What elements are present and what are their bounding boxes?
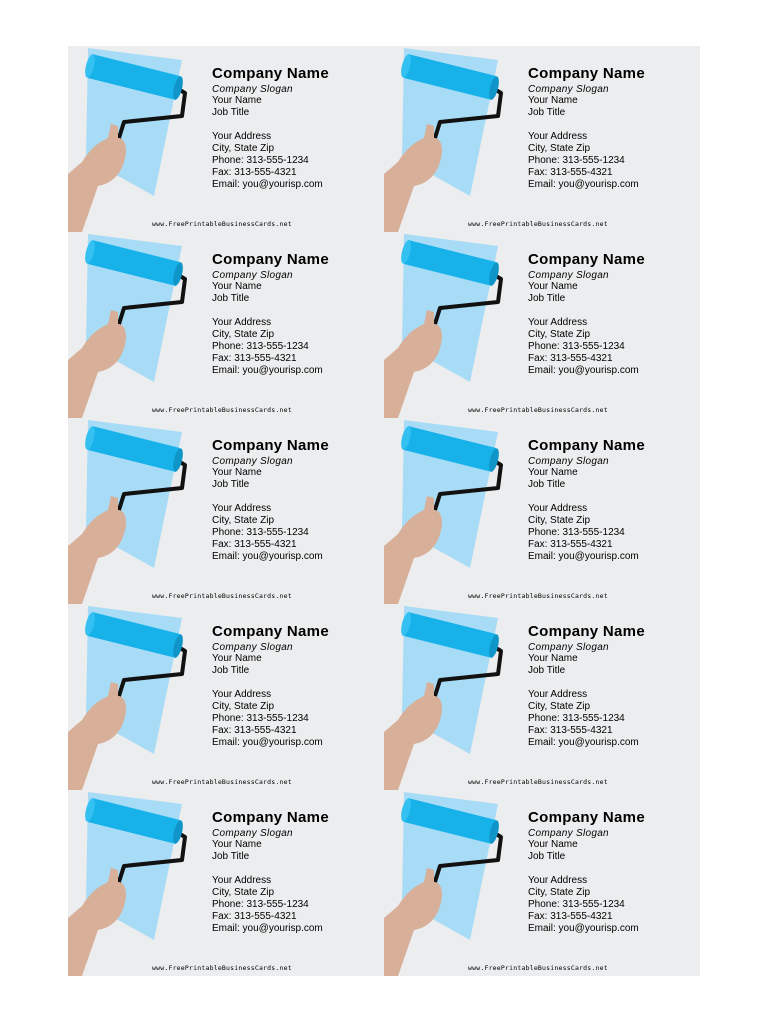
paint-roller-illustration <box>68 232 198 418</box>
city-state-zip: City, State Zip <box>528 887 591 898</box>
card-text-block <box>528 623 698 749</box>
person-name: Your Name <box>528 653 578 664</box>
company-slogan: Company Slogan <box>212 642 293 653</box>
card-text-block <box>528 437 698 563</box>
phone-number: Phone: 313-555-1234 <box>212 713 309 724</box>
paint-roller-illustration <box>68 790 198 976</box>
fax-number: Fax: 313-555-4321 <box>212 911 297 922</box>
fax-number: Fax: 313-555-4321 <box>528 911 613 922</box>
city-state-zip: City, State Zip <box>528 701 591 712</box>
person-name: Your Name <box>212 839 262 850</box>
company-slogan: Company Slogan <box>528 828 609 839</box>
email-address: Email: you@yourisp.com <box>212 179 323 190</box>
paint-roller-illustration <box>68 418 198 604</box>
business-card <box>384 418 700 604</box>
business-card <box>68 790 384 976</box>
job-title: Job Title <box>528 107 566 118</box>
company-name: Company Name <box>528 623 645 640</box>
company-slogan: Company Slogan <box>212 828 293 839</box>
fax-number: Fax: 313-555-4321 <box>528 725 613 736</box>
spacer <box>212 305 382 317</box>
company-name: Company Name <box>212 65 329 82</box>
business-card <box>384 790 700 976</box>
website-url: www.FreePrintableBusinessCards.net <box>152 592 292 600</box>
paint-roller-illustration <box>384 604 514 790</box>
company-slogan: Company Slogan <box>528 270 609 281</box>
website-url: www.FreePrintableBusinessCards.net <box>468 592 608 600</box>
card-text-block <box>212 809 382 935</box>
website-url: www.FreePrintableBusinessCards.net <box>468 964 608 972</box>
city-state-zip: City, State Zip <box>528 329 591 340</box>
city-state-zip: City, State Zip <box>528 143 591 154</box>
paint-roller-illustration <box>384 790 514 976</box>
job-title: Job Title <box>528 293 566 304</box>
job-title: Job Title <box>528 665 566 676</box>
email-address: Email: you@yourisp.com <box>528 365 639 376</box>
card-text-block <box>212 65 382 191</box>
email-address: Email: you@yourisp.com <box>528 551 639 562</box>
business-card <box>384 232 700 418</box>
address-line: Your Address <box>212 317 272 328</box>
job-title: Job Title <box>212 479 250 490</box>
person-name: Your Name <box>212 653 262 664</box>
city-state-zip: City, State Zip <box>212 329 275 340</box>
person-name: Your Name <box>212 281 262 292</box>
card-text-block <box>212 251 382 377</box>
company-slogan: Company Slogan <box>212 456 293 467</box>
job-title: Job Title <box>212 107 250 118</box>
paint-roller-illustration <box>384 232 514 418</box>
website-url: www.FreePrintableBusinessCards.net <box>468 220 608 228</box>
address-line: Your Address <box>212 689 272 700</box>
email-address: Email: you@yourisp.com <box>212 365 323 376</box>
business-card <box>384 604 700 790</box>
card-text-block <box>528 65 698 191</box>
company-name: Company Name <box>528 809 645 826</box>
address-line: Your Address <box>212 875 272 886</box>
city-state-zip: City, State Zip <box>528 515 591 526</box>
spacer <box>528 677 698 689</box>
person-name: Your Name <box>528 95 578 106</box>
card-text-block <box>212 437 382 563</box>
website-url: www.FreePrintableBusinessCards.net <box>468 406 608 414</box>
phone-number: Phone: 313-555-1234 <box>528 527 625 538</box>
spacer <box>528 305 698 317</box>
card-text-block <box>528 251 698 377</box>
spacer <box>528 863 698 875</box>
phone-number: Phone: 313-555-1234 <box>528 899 625 910</box>
phone-number: Phone: 313-555-1234 <box>528 713 625 724</box>
address-line: Your Address <box>528 131 588 142</box>
website-url: www.FreePrintableBusinessCards.net <box>152 220 292 228</box>
city-state-zip: City, State Zip <box>212 515 275 526</box>
fax-number: Fax: 313-555-4321 <box>528 539 613 550</box>
company-name: Company Name <box>212 809 329 826</box>
fax-number: Fax: 313-555-4321 <box>528 353 613 364</box>
spacer <box>528 491 698 503</box>
fax-number: Fax: 313-555-4321 <box>528 167 613 178</box>
company-slogan: Company Slogan <box>528 456 609 467</box>
card-text-block <box>212 623 382 749</box>
phone-number: Phone: 313-555-1234 <box>212 899 309 910</box>
address-line: Your Address <box>528 503 588 514</box>
business-card <box>68 46 384 232</box>
card-text-block <box>528 809 698 935</box>
spacer <box>212 119 382 131</box>
company-slogan: Company Slogan <box>212 84 293 95</box>
spacer <box>212 863 382 875</box>
phone-number: Phone: 313-555-1234 <box>212 155 309 166</box>
job-title: Job Title <box>528 851 566 862</box>
company-slogan: Company Slogan <box>528 642 609 653</box>
company-slogan: Company Slogan <box>212 270 293 281</box>
email-address: Email: you@yourisp.com <box>528 923 639 934</box>
business-card <box>68 604 384 790</box>
job-title: Job Title <box>212 665 250 676</box>
fax-number: Fax: 313-555-4321 <box>212 353 297 364</box>
spacer <box>212 677 382 689</box>
person-name: Your Name <box>212 95 262 106</box>
business-card <box>384 46 700 232</box>
paint-roller-illustration <box>68 604 198 790</box>
company-slogan: Company Slogan <box>528 84 609 95</box>
person-name: Your Name <box>528 281 578 292</box>
company-name: Company Name <box>528 65 645 82</box>
address-line: Your Address <box>528 689 588 700</box>
spacer <box>528 119 698 131</box>
address-line: Your Address <box>212 503 272 514</box>
phone-number: Phone: 313-555-1234 <box>212 527 309 538</box>
person-name: Your Name <box>212 467 262 478</box>
company-name: Company Name <box>528 437 645 454</box>
website-url: www.FreePrintableBusinessCards.net <box>152 778 292 786</box>
email-address: Email: you@yourisp.com <box>212 551 323 562</box>
fax-number: Fax: 313-555-4321 <box>212 167 297 178</box>
email-address: Email: you@yourisp.com <box>212 737 323 748</box>
website-url: www.FreePrintableBusinessCards.net <box>468 778 608 786</box>
business-card <box>68 418 384 604</box>
email-address: Email: you@yourisp.com <box>212 923 323 934</box>
email-address: Email: you@yourisp.com <box>528 179 639 190</box>
paint-roller-illustration <box>384 418 514 604</box>
website-url: www.FreePrintableBusinessCards.net <box>152 406 292 414</box>
fax-number: Fax: 313-555-4321 <box>212 539 297 550</box>
address-line: Your Address <box>212 131 272 142</box>
business-card <box>68 232 384 418</box>
job-title: Job Title <box>212 293 250 304</box>
company-name: Company Name <box>212 437 329 454</box>
company-name: Company Name <box>212 623 329 640</box>
business-card-sheet <box>68 46 700 976</box>
company-name: Company Name <box>528 251 645 268</box>
person-name: Your Name <box>528 467 578 478</box>
city-state-zip: City, State Zip <box>212 701 275 712</box>
city-state-zip: City, State Zip <box>212 887 275 898</box>
company-name: Company Name <box>212 251 329 268</box>
phone-number: Phone: 313-555-1234 <box>528 155 625 166</box>
phone-number: Phone: 313-555-1234 <box>528 341 625 352</box>
email-address: Email: you@yourisp.com <box>528 737 639 748</box>
address-line: Your Address <box>528 875 588 886</box>
job-title: Job Title <box>212 851 250 862</box>
spacer <box>212 491 382 503</box>
paint-roller-illustration <box>384 46 514 232</box>
paint-roller-illustration <box>68 46 198 232</box>
fax-number: Fax: 313-555-4321 <box>212 725 297 736</box>
website-url: www.FreePrintableBusinessCards.net <box>152 964 292 972</box>
address-line: Your Address <box>528 317 588 328</box>
job-title: Job Title <box>528 479 566 490</box>
city-state-zip: City, State Zip <box>212 143 275 154</box>
person-name: Your Name <box>528 839 578 850</box>
phone-number: Phone: 313-555-1234 <box>212 341 309 352</box>
